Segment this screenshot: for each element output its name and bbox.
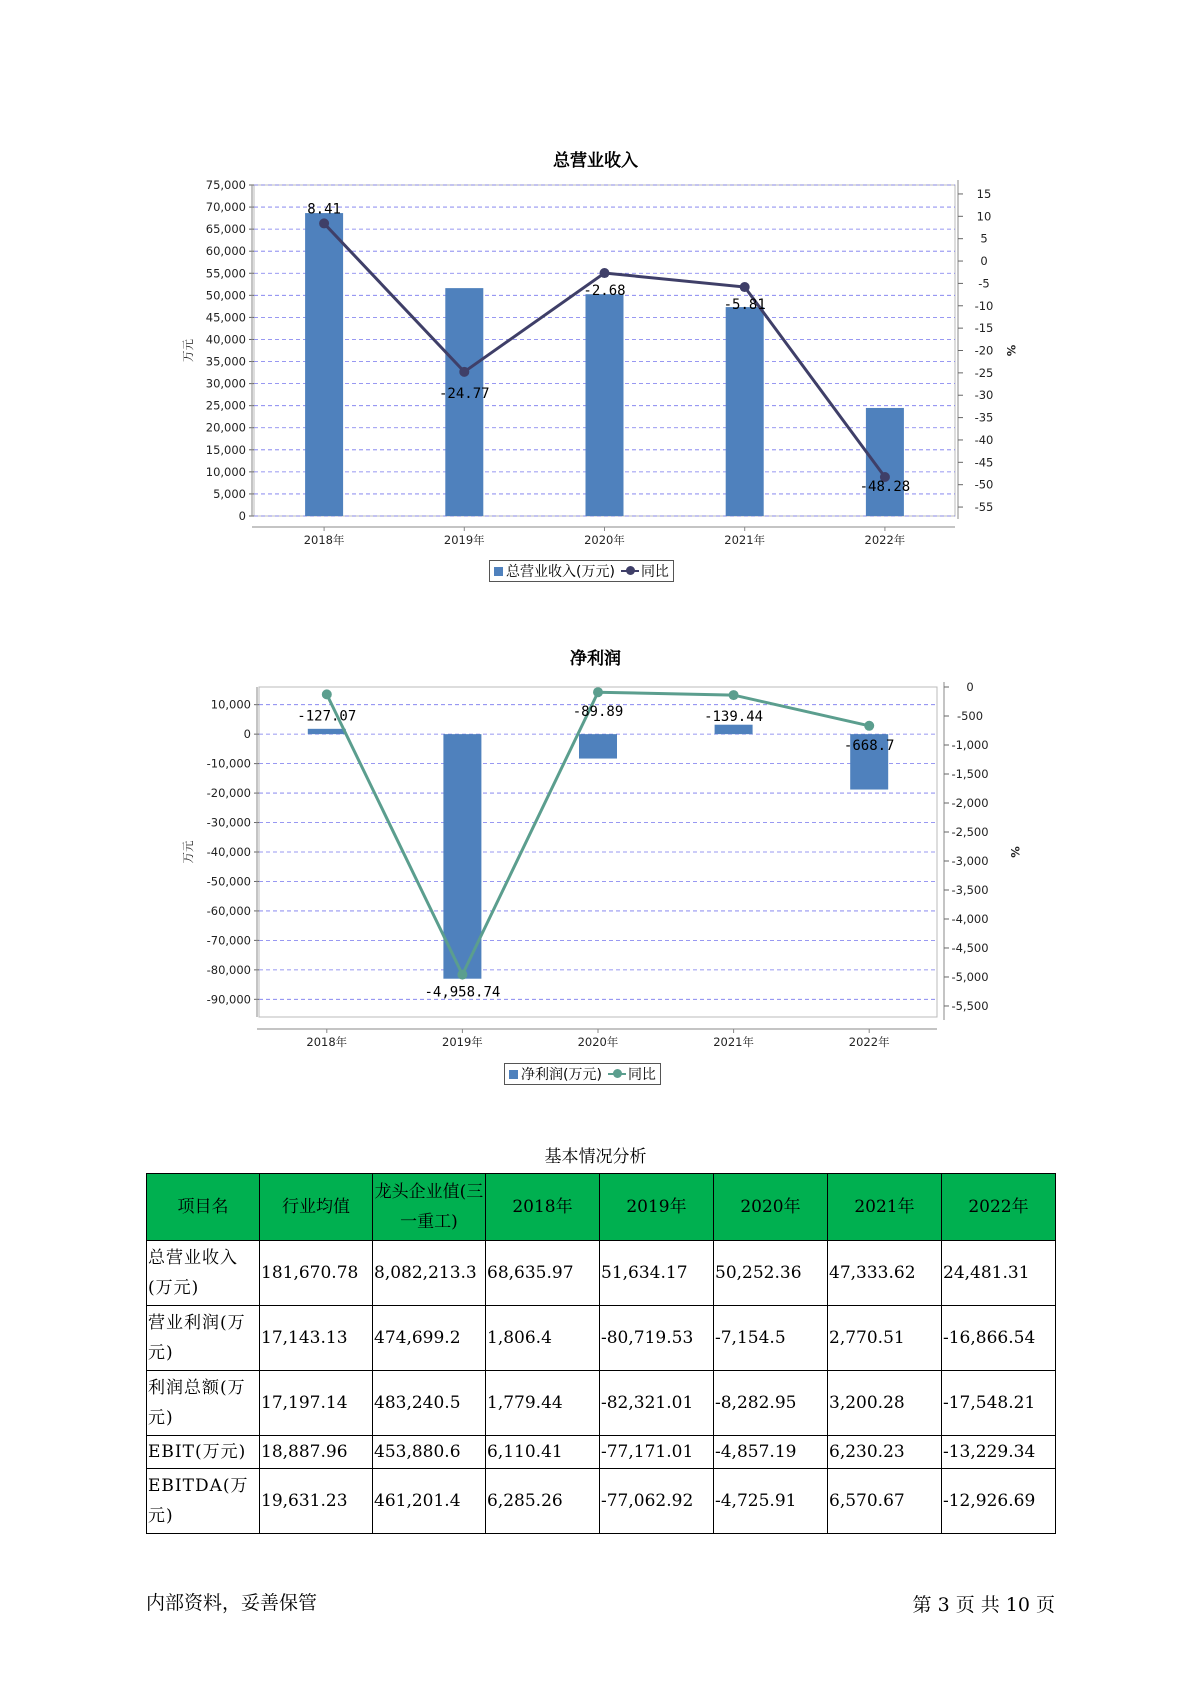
y-tick-label: 45,000 <box>205 310 246 325</box>
yoy-data-label: -89.89 <box>572 704 624 721</box>
y-tick-label: 60,000 <box>205 244 246 259</box>
y2-tick-label: -5,500 <box>951 998 989 1013</box>
table-cell: 453,880.6 <box>373 1436 486 1469</box>
table-cell: 483,240.5 <box>373 1371 486 1436</box>
table-caption: 基本情况分析 <box>544 1147 647 1167</box>
legend-bar-swatch <box>509 1070 518 1079</box>
table-cell: -77,062.92 <box>600 1469 714 1534</box>
yoy-data-label: -5.81 <box>723 297 766 314</box>
table-cell: 18,887.96 <box>260 1436 373 1469</box>
yoy-point <box>457 970 467 980</box>
header-cell: 2020年 <box>714 1174 828 1241</box>
table-cell: 50,252.36 <box>714 1241 828 1306</box>
table-cell: -13,229.34 <box>942 1436 1056 1469</box>
x-tick-label: 2018年 <box>306 1035 348 1049</box>
y2-tick-label: -40 <box>974 432 994 447</box>
table-cell: -12,926.69 <box>942 1469 1056 1534</box>
table-cell: 181,670.78 <box>260 1241 373 1306</box>
y-tick-label: 25,000 <box>205 398 246 413</box>
table-cell: 6,110.41 <box>486 1436 600 1469</box>
table-cell: 1,806.4 <box>486 1306 600 1371</box>
y2-tick-label: -2,000 <box>951 795 989 810</box>
legend-line-label: 同比 <box>640 564 669 580</box>
y2-tick-label: -30 <box>974 388 994 403</box>
table-cell: -4,857.19 <box>714 1436 828 1469</box>
table-row <box>147 1241 1056 1306</box>
bar <box>579 734 617 758</box>
table-cell: -16,866.54 <box>942 1306 1056 1371</box>
x-tick-label: 2021年 <box>724 533 766 547</box>
yoy-point <box>729 690 739 700</box>
y2-tick-label: -1,000 <box>951 737 989 752</box>
table-cell: 17,143.13 <box>260 1306 373 1371</box>
x-tick-label: 2022年 <box>848 1035 890 1049</box>
table-cell: 461,201.4 <box>373 1469 486 1534</box>
table-row <box>147 1371 1056 1436</box>
header-cell: 2021年 <box>828 1174 942 1241</box>
y2-tick-label: 0 <box>966 680 974 694</box>
revenue-chart-title: 总营业收入 <box>553 151 638 171</box>
legend-bar-label: 总营业收入(万元) <box>506 564 615 580</box>
y2-tick-label: -5 <box>978 276 990 291</box>
y-tick-label: -20,000 <box>206 786 251 801</box>
y2-tick-label: -4,500 <box>951 940 989 955</box>
y-tick-label: 50,000 <box>205 288 246 303</box>
y-tick-label: -60,000 <box>206 903 251 918</box>
y-tick-label: 0 <box>238 509 246 523</box>
x-tick-label: 2020年 <box>584 533 625 547</box>
header-cell: 行业均值 <box>260 1174 373 1241</box>
x-tick-label: 2022年 <box>864 533 906 547</box>
header-cell: 2018年 <box>486 1174 600 1241</box>
table-cell: 2,770.51 <box>828 1306 942 1371</box>
yoy-data-label: -2.68 <box>583 283 626 300</box>
table-cell: 17,197.14 <box>260 1371 373 1436</box>
y2-tick-label: -5,000 <box>951 969 989 984</box>
y2-tick-label: 0 <box>980 254 988 269</box>
table-cell: 6,285.26 <box>486 1469 600 1534</box>
y2-tick-label: -10 <box>974 298 994 313</box>
y2-tick-label: 15 <box>976 186 992 201</box>
table-cell: -77,171.01 <box>600 1436 714 1469</box>
y-tick-label: -30,000 <box>206 815 251 830</box>
table-cell: EBITDA(万元) <box>147 1469 260 1534</box>
table-cell: 474,699.2 <box>373 1306 486 1371</box>
table-cell: EBIT(万元) <box>147 1436 260 1469</box>
y-tick-label: 35,000 <box>205 354 246 369</box>
y2-tick-label: -3,000 <box>951 853 989 868</box>
header-cell: 项目名 <box>147 1174 260 1241</box>
y-tick-label: -10,000 <box>206 756 251 771</box>
y-tick-label: 65,000 <box>205 222 246 237</box>
y2-tick-label: -45 <box>974 455 994 470</box>
y2-tick-label: -2,500 <box>951 824 989 839</box>
x-tick-label: 2020年 <box>577 1035 619 1049</box>
table-cell: 6,570.67 <box>828 1469 942 1534</box>
y2-tick-label: 5 <box>980 231 988 246</box>
y-tick-label: -70,000 <box>206 933 251 948</box>
table-cell: -8,282.95 <box>714 1371 828 1436</box>
y-tick-label: 75,000 <box>205 178 246 192</box>
table-cell: 68,635.97 <box>486 1241 600 1306</box>
legend-line-label: 同比 <box>627 1067 656 1083</box>
table-row <box>147 1436 1056 1469</box>
table-cell: 利润总额(万元) <box>147 1371 260 1436</box>
table-cell: -82,321.01 <box>600 1371 714 1436</box>
y2-axis-title: % <box>1004 344 1018 357</box>
profit-chart-title: 净利润 <box>570 649 621 669</box>
y2-tick-label: -500 <box>956 708 984 723</box>
x-tick-label: 2021年 <box>713 1035 754 1049</box>
y-tick-label: 10,000 <box>205 464 246 479</box>
table-row <box>147 1469 1056 1534</box>
y-tick-label: 5,000 <box>213 486 246 501</box>
footer-confidential-note: 内部资料，妥善保管 <box>146 1592 318 1614</box>
y2-tick-label: 10 <box>976 209 992 224</box>
table-cell: -7,154.5 <box>714 1306 828 1371</box>
y2-tick-label: -35 <box>974 410 994 425</box>
yoy-point <box>864 721 874 731</box>
yoy-data-label: -4,958.74 <box>424 984 501 1001</box>
y-tick-label: 70,000 <box>205 200 246 215</box>
y-tick-label: 30,000 <box>205 376 246 391</box>
y2-tick-label: -50 <box>974 477 994 492</box>
table-cell: 营业利润(万元) <box>147 1306 260 1371</box>
table-cell: 51,634.17 <box>600 1241 714 1306</box>
table-header-row <box>147 1174 1056 1241</box>
table-cell: -17,548.21 <box>942 1371 1056 1436</box>
header-cell: 龙头企业值(三一重工) <box>373 1174 486 1241</box>
legend-bar-label: 净利润(万元) <box>521 1067 602 1083</box>
table-cell: 19,631.23 <box>260 1469 373 1534</box>
yoy-data-label: -139.44 <box>704 709 764 726</box>
table-cell: 6,230.23 <box>828 1436 942 1469</box>
table-cell: 47,333.62 <box>828 1241 942 1306</box>
y-tick-label: 40,000 <box>205 332 246 347</box>
y-tick-label: -90,000 <box>206 992 251 1007</box>
y2-axis-title: % <box>1008 846 1022 858</box>
y2-tick-label: -4,000 <box>951 911 989 926</box>
y2-tick-label: -15 <box>974 321 994 336</box>
header-cell: 2019年 <box>600 1174 714 1241</box>
bar <box>715 725 753 734</box>
yoy-point <box>322 689 332 699</box>
x-tick-label: 2018年 <box>303 533 345 547</box>
basic-analysis-table <box>146 1173 1056 1534</box>
x-tick-label: 2019年 <box>443 533 485 547</box>
bar <box>443 734 481 979</box>
header-cell: 2022年 <box>942 1174 1056 1241</box>
profit-chart-legend <box>504 1063 661 1085</box>
y-tick-label: 10,000 <box>210 697 251 712</box>
yoy-data-label: -48.28 <box>859 478 911 495</box>
footer-page-number: 第 3 页 共 10 页 <box>912 1594 1055 1616</box>
table-cell: 3,200.28 <box>828 1371 942 1436</box>
y2-tick-label: -25 <box>974 365 994 380</box>
y-tick-label: 15,000 <box>205 442 246 457</box>
y2-tick-label: -3,500 <box>951 882 989 897</box>
yoy-point <box>593 687 603 697</box>
y2-tick-label: -1,500 <box>951 766 989 781</box>
table-cell: 1,779.44 <box>486 1371 600 1436</box>
y-tick-label: 55,000 <box>205 266 246 281</box>
y-tick-label: -80,000 <box>206 962 251 977</box>
yoy-data-label: -668.7 <box>843 737 895 754</box>
y-tick-label: -50,000 <box>206 874 251 889</box>
y-tick-label: 0 <box>243 727 251 742</box>
yoy-data-label: 8.41 <box>307 201 341 218</box>
y2-tick-label: -55 <box>974 500 994 515</box>
table-row <box>147 1306 1056 1371</box>
table-cell: 8,082,213.3 <box>373 1241 486 1306</box>
table-cell: 24,481.31 <box>942 1241 1056 1306</box>
table-cell: 总营业收入(万元) <box>147 1241 260 1306</box>
table-cell: -4,725.91 <box>714 1469 828 1534</box>
legend-line-swatch <box>608 1073 626 1075</box>
bar <box>308 729 346 734</box>
x-tick-label: 2019年 <box>442 1035 483 1049</box>
y-tick-label: 20,000 <box>205 420 246 435</box>
yoy-data-label: -24.77 <box>439 385 490 402</box>
y-axis-title: 万元 <box>181 840 195 864</box>
y-tick-label: -40,000 <box>206 845 251 859</box>
table-cell: -80,719.53 <box>600 1306 714 1371</box>
yoy-data-label: -127.07 <box>297 708 357 725</box>
y2-tick-label: -20 <box>974 343 994 358</box>
y-axis-title: 万元 <box>181 339 195 362</box>
